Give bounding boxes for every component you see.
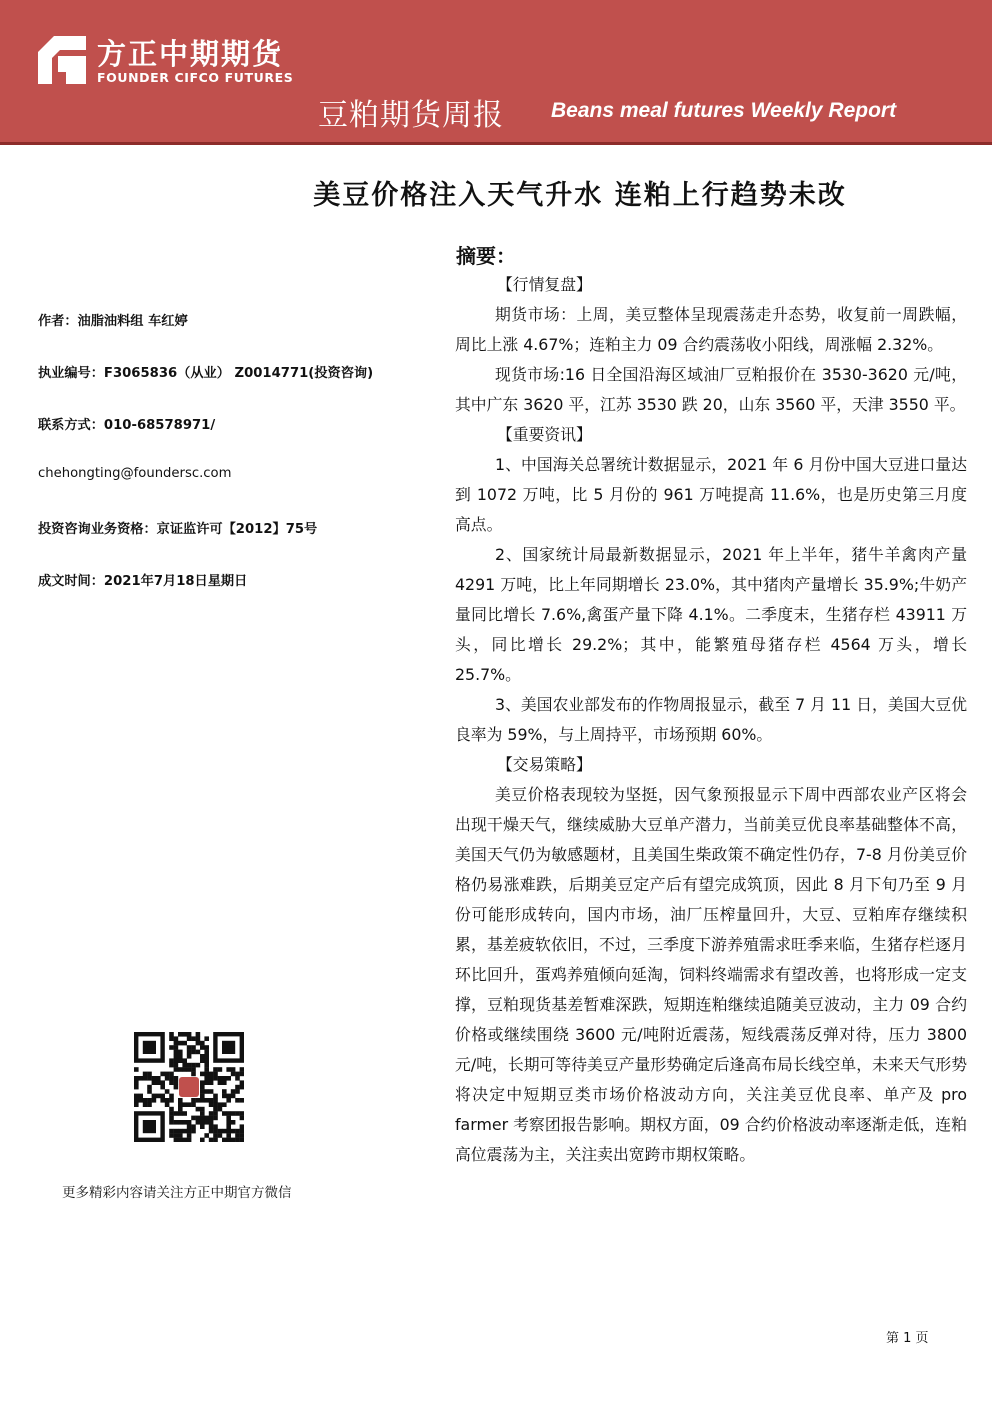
abstract-heading: 摘要： bbox=[456, 244, 516, 268]
page-number: 第 1 页 bbox=[886, 1331, 929, 1346]
company-name-en: FOUNDER CIFCO FUTURES bbox=[97, 70, 294, 85]
paragraph-news-1: 1、中国海关总署统计数据显示，2021 年 6 月份中国大豆进口量达到 1072 万吨，比 5 月份的 961 万吨提高 11.6%，也是历史第三月度高点。 bbox=[455, 455, 967, 534]
paragraph-futures-market: 期货市场：上周，美豆整体呈现震荡走升态势，收复前一周跌幅，周比上涨 4.67%；连粕主力 09 合约震荡收小阳线，周涨幅 2.32%。 bbox=[455, 305, 967, 354]
section-heading-strategy: 【交易策略】 bbox=[497, 755, 592, 774]
report-type-cn: 豆粕期货周报 bbox=[318, 98, 504, 133]
contact-line: 联系方式：010-68578971/ bbox=[38, 418, 216, 433]
section-heading-market: 【行情复盘】 bbox=[497, 275, 592, 294]
license-line: 执业编号：F3065836（从业） Z0014771(投资咨询) bbox=[38, 366, 374, 381]
founder-logo-icon bbox=[36, 34, 88, 86]
date-line: 成文时间：2021年7月18日星期日 bbox=[38, 574, 248, 589]
report-header-band bbox=[0, 0, 992, 142]
paragraph-news-2: 2、国家统计局最新数据显示，2021 年上半年，猪牛羊禽肉产量 4291 万吨，比上年同期增长 23.0%，其中猪肉产量增长 35.9%;牛奶产量同比增长 7.6%,禽蛋产量下降 4.1%。二季度末，生猪存栏 43911 万头，同比增长 29.2%；其中，能繁殖母猪存栏 4564 万头，增长 25.7%。 bbox=[455, 545, 967, 684]
qr-caption: 更多精彩内容请关注方正中期官方微信 bbox=[62, 1185, 292, 1201]
paragraph-strategy: 美豆价格表现较为坚挺，因气象预报显示下周中西部农业产区将会出现干燥天气，继续威胁大豆单产潜力，当前美豆优良率基础整体不高，美国天气仍为敏感题材，且美国生柴政策不确定性仍存，7-8 月份美豆价格仍易涨难跌，后期美豆定产后有望完成筑顶，因此 8 月下旬乃至 9 月份可能形成转向，国内市场，油厂压榨量回升，大豆、豆粕库存继续积累，基差疲软依旧，不过，三季度下游养殖需求旺季来临，生猪存栏逐月环比回升，蛋鸡养殖倾向延淘，饲料终端需求有望改善，也将形成一定支撑，豆粕现货基差暂难深跌，短期连粕继续追随美豆波动，主力 09 合约价格或继续围绕 3600 元/吨附近震荡，短线震荡反弹对待，压力 3800 元/吨，长期可等待美豆产量形势确定后逢高布局长线空单，未来天气形势将决定中短期豆类市场价格波动方向，关注美豆优良率、单产及 pro farmer 考察团报告影响。期权方面，09 合约价格波动率逐渐走低，连粕高位震荡为主，关注卖出宽跨市期权策略。 bbox=[455, 785, 967, 1164]
report-type-en: Beans meal futures Weekly Report bbox=[551, 99, 897, 122]
abstract-body bbox=[455, 270, 967, 1170]
report-title: 美豆价格注入天气升水 连粕上行趋势未改 bbox=[313, 180, 847, 211]
wechat-qr-code bbox=[134, 1032, 244, 1142]
section-heading-news: 【重要资讯】 bbox=[497, 425, 592, 444]
email-line: chehongting@foundersc.com bbox=[38, 466, 232, 481]
paragraph-spot-market: 现货市场:16 日全国沿海区域油厂豆粕报价在 3530-3620 元/吨，其中广东 3620 平，江苏 3530 跌 20，山东 3560 平，天津 3550 平。 bbox=[455, 365, 967, 414]
qualification-line: 投资咨询业务资格：京证监许可【2012】75号 bbox=[38, 522, 318, 537]
author-line: 作者：油脂油料组 车红婷 bbox=[38, 314, 188, 329]
company-name-cn: 方正中期期货 bbox=[97, 37, 284, 71]
header-divider bbox=[0, 142, 992, 145]
paragraph-news-3: 3、美国农业部发布的作物周报显示，截至 7 月 11 日，美国大豆优良率为 59%，与上周持平，市场预期 60%。 bbox=[455, 695, 967, 744]
